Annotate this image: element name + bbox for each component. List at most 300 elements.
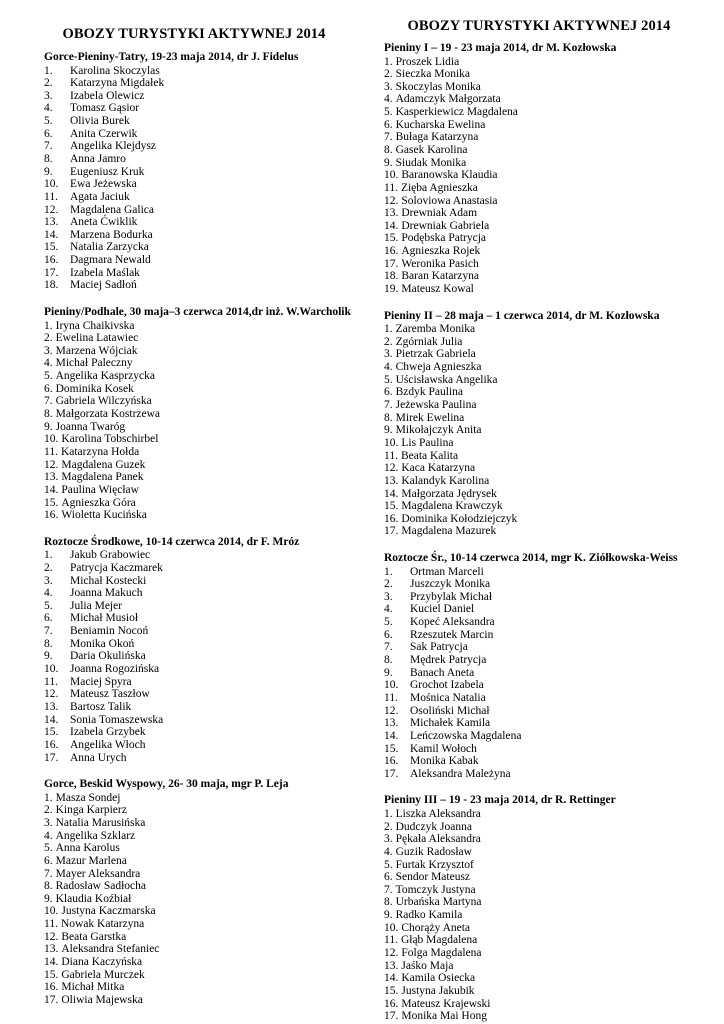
participant-name: Baranowska Klaudia [401, 169, 498, 182]
participant-name: Mazur Marlena [55, 854, 127, 867]
entry-number: 12. [384, 194, 399, 207]
participant-name: Banach Aneta [410, 666, 475, 679]
participant-name: Aleksandra Stefaniec [61, 943, 160, 956]
participant-name: Uścisławska Angelika [395, 373, 498, 386]
participant-entry [384, 998, 704, 1011]
entry-number: 16. [384, 997, 399, 1010]
participant-entry [44, 421, 364, 434]
entry-number: 7. [384, 641, 393, 654]
participant-entry [384, 922, 704, 935]
participant-name: Kamila Osiecka [401, 972, 476, 985]
entry-number: 5. [384, 858, 393, 871]
participant-name: Patrycja Kaczmarek [70, 561, 163, 574]
participant-entry [44, 166, 364, 179]
participant-name: Chorąży Aneta [401, 921, 471, 934]
participant-entry [384, 424, 704, 437]
participant-entry [44, 956, 364, 969]
entry-number: 14. [44, 713, 59, 726]
entry-number: 6. [44, 612, 53, 625]
entry-number: 12. [384, 462, 399, 475]
entry-number: 4. [384, 603, 393, 616]
participant-entry [44, 981, 364, 994]
camp-section [44, 536, 364, 764]
participant-name: Urbańska Martyna [395, 896, 482, 909]
participant-entry [44, 446, 364, 459]
participant-entry [384, 591, 704, 604]
participant-name: Natalia Zarzycka [70, 241, 149, 254]
entry-number: 3. [44, 574, 53, 587]
entry-number: 10. [384, 169, 399, 182]
section-spacer [44, 522, 364, 536]
participant-entry [44, 254, 364, 267]
entry-number: 17. [44, 751, 59, 764]
participant-name: Julia Mejer [70, 599, 123, 612]
entry-number: 5. [44, 370, 53, 383]
participant-entry [44, 128, 364, 141]
participant-entry [44, 433, 364, 446]
participant-entry [44, 943, 364, 956]
entry-number: 7. [44, 395, 53, 408]
participant-name: Jaśko Maja [401, 959, 454, 972]
participant-entry [384, 717, 704, 730]
participant-name: Joanna Twaróg [55, 420, 126, 433]
entry-number: 9. [44, 650, 53, 663]
participant-entry [44, 229, 364, 242]
participant-name: Kaca Katarzyna [401, 462, 476, 475]
participant-name: Magdalena Krawczyk [401, 500, 503, 513]
participant-list [384, 323, 704, 538]
participant-entry [384, 93, 704, 106]
participant-entry [44, 612, 364, 625]
participant-name: Paulina Więcław [61, 483, 139, 496]
participant-entry [384, 500, 704, 513]
participant-name: Małgorzata Kostrzewa [55, 408, 161, 421]
entry-number: 1. [44, 549, 53, 562]
entry-number: 17. [384, 257, 399, 270]
participant-name: Beata Garstka [61, 930, 127, 943]
section-spacer [384, 538, 704, 552]
participant-entry [44, 115, 364, 128]
entry-number: 7. [44, 140, 53, 153]
entry-number: 1. [44, 791, 53, 804]
participant-name: Izabela Maślak [70, 266, 140, 279]
participant-entry [384, 692, 704, 705]
participant-entry [44, 65, 364, 78]
entry-number: 13. [384, 717, 399, 730]
participant-name: Monika Okoń [70, 637, 135, 650]
entry-number: 6. [44, 854, 53, 867]
participant-entry [384, 730, 704, 743]
camp-section [44, 51, 364, 292]
participant-entry [384, 985, 704, 998]
participant-name: Gasek Karolina [395, 143, 468, 156]
participant-entry [384, 616, 704, 629]
entry-number: 10. [44, 905, 59, 918]
participant-name: Soloviowa Anastasia [401, 194, 498, 207]
participant-name: Maciej Spyra [70, 675, 132, 688]
participant-entry [44, 395, 364, 408]
entry-number: 6. [384, 628, 393, 641]
participant-name: Anna Urych [70, 751, 127, 764]
participant-name: Zgórniak Julia [395, 335, 463, 348]
participant-name: Pietrzak Gabriela [395, 348, 476, 361]
entry-number: 9. [384, 666, 393, 679]
participant-name: Olivia Burek [70, 115, 130, 128]
participant-name: Drewniak Gabriela [401, 219, 490, 232]
page-title: OBOZY TURYSTYKI AKTYWNEJ 2014 [407, 18, 671, 34]
participant-name: Kamil Wołoch [410, 742, 477, 755]
entry-number: 13. [384, 959, 399, 972]
participant-entry [384, 846, 704, 859]
participant-name: Monika Kabak [410, 755, 479, 768]
participant-name: Oliwia Majewska [61, 993, 143, 1006]
entry-number: 13. [384, 207, 399, 220]
participant-entry [44, 191, 364, 204]
participant-entry [384, 232, 704, 245]
camp-section [44, 306, 364, 522]
entry-number: 3. [384, 833, 393, 846]
participant-name: Izabela Olewicz [70, 89, 145, 102]
section-list [44, 51, 364, 1007]
participant-entry [44, 830, 364, 843]
participant-name: Bułaga Katarzyna [395, 131, 479, 144]
participant-entry [384, 462, 704, 475]
participant-name: Sieczka Monika [395, 68, 471, 81]
entry-number: 6. [44, 382, 53, 395]
participant-entry [44, 102, 364, 115]
entry-number: 5. [44, 115, 53, 128]
participant-entry [384, 578, 704, 591]
entry-number: 18. [44, 279, 59, 292]
participant-name: Magdalena Galica [70, 203, 154, 216]
participant-name: Kucharska Ewelina [395, 118, 486, 131]
entry-number: 16. [44, 981, 59, 994]
entry-number: 6. [384, 871, 393, 884]
entry-number: 17. [384, 525, 399, 538]
participant-name: Weronika Pasich [401, 257, 479, 270]
participant-name: Rzeszutek Marcin [410, 628, 494, 641]
section-heading: Pieniny/Podhale, 30 maja–3 czerwca 2014,dr inż. W.Warcholik [44, 306, 351, 319]
participant-name: Izabela Grzybek [70, 726, 146, 739]
participant-entry [44, 140, 364, 153]
entry-number: 15. [384, 984, 399, 997]
participant-entry [44, 562, 364, 575]
participant-name: Michałek Kamila [410, 717, 491, 730]
participant-entry [384, 56, 704, 69]
entry-number: 4. [44, 102, 53, 115]
participant-name: Chweja Agnieszka [395, 361, 482, 374]
participant-entry [384, 705, 704, 718]
participant-name: Magdalena Guzek [61, 458, 146, 471]
participant-name: Bartosz Talik [70, 700, 132, 713]
participant-entry [44, 279, 364, 292]
entry-number: 5. [384, 616, 393, 629]
entry-number: 2. [44, 332, 53, 345]
entry-number: 16. [44, 254, 59, 267]
entry-number: 17. [44, 993, 59, 1006]
participant-entry [44, 893, 364, 906]
participant-entry [384, 283, 704, 296]
participant-name: Kopeć Aleksandra [410, 616, 495, 629]
participant-name: Radosław Sadłocha [55, 880, 147, 893]
entry-number: 10. [44, 433, 59, 446]
entry-number: 9. [44, 420, 53, 433]
participant-entry [44, 688, 364, 701]
entry-number: 15. [44, 241, 59, 254]
participant-name: Zięba Agnieszka [400, 181, 478, 194]
participant-name: Marzena Bodurka [70, 228, 153, 241]
participant-name: Karolina Skoczylas [70, 64, 160, 77]
participant-name: Mędrek Patrycja [410, 654, 487, 667]
participant-entry [384, 654, 704, 667]
participant-entry [44, 650, 364, 663]
participant-entry [384, 743, 704, 756]
participant-name: Daria Okulińska [70, 650, 146, 663]
entry-number: 4. [384, 845, 393, 858]
participant-entry [44, 216, 364, 229]
participant-entry [384, 68, 704, 81]
participant-entry [384, 934, 704, 947]
participant-name: Wioletta Kucińska [61, 509, 147, 522]
participant-name: Jakub Grabowiec [70, 549, 151, 562]
participant-name: Agnieszka Góra [61, 496, 136, 509]
participant-entry [44, 332, 364, 345]
entry-number: 5. [44, 842, 53, 855]
participant-entry [44, 370, 364, 383]
entry-number: 8. [384, 411, 393, 424]
camp-section [384, 310, 704, 538]
participant-entry [384, 450, 704, 463]
entry-number: 4. [44, 587, 53, 600]
entry-number: 16. [44, 509, 59, 522]
participant-name: Marzena Wójciak [55, 344, 138, 357]
entry-number: 2. [384, 578, 393, 591]
entry-number: 17. [384, 767, 399, 780]
entry-number: 5. [384, 106, 393, 119]
entry-number: 11. [44, 918, 58, 931]
participant-name: Juszczyk Monika [410, 578, 491, 591]
participant-entry [44, 994, 364, 1007]
entry-number: 6. [384, 118, 393, 131]
participant-entry [384, 144, 704, 157]
participant-entry [44, 178, 364, 191]
participant-entry [384, 525, 704, 538]
participant-entry [384, 821, 704, 834]
entry-number: 16. [384, 755, 399, 768]
participant-name: Mateusz Kowal [401, 283, 474, 296]
section-heading: Roztocze Środkowe, 10-14 czerwca 2014, dr F. Mróz [44, 535, 300, 548]
section-spacer [384, 296, 704, 310]
participant-name: Mirek Ewelina [395, 411, 465, 424]
entry-number: 18. [384, 270, 399, 283]
entry-number: 10. [384, 921, 399, 934]
participant-entry [44, 600, 364, 613]
participant-name: Siudak Monika [395, 156, 467, 169]
participant-name: Agata Jaciuk [70, 190, 130, 203]
participant-entry [44, 855, 364, 868]
entry-number: 15. [384, 232, 399, 245]
camp-section [384, 552, 704, 780]
participant-entry [44, 817, 364, 830]
participant-name: Gabriela Wilczyńska [55, 395, 152, 408]
participant-entry [384, 768, 704, 781]
participant-entry [384, 566, 704, 579]
participant-list [384, 56, 704, 296]
participant-entry [384, 119, 704, 132]
participant-name: Natalia Marusińska [55, 816, 146, 829]
participant-entry [384, 437, 704, 450]
participant-name: Katarzyna Migdałek [70, 77, 165, 90]
participant-name: Kalandyk Karolina [401, 474, 490, 487]
participant-entry [44, 969, 364, 982]
participant-name: Anita Czerwik [70, 127, 138, 140]
participant-name: Sonia Tomaszewska [70, 713, 164, 726]
participant-name: Leńczowska Magdalena [410, 729, 522, 742]
participant-name: Folga Magdalena [401, 947, 482, 959]
left-column [44, 26, 364, 1007]
entry-number: 17. [384, 1010, 399, 1023]
participant-name: Justyna Kaczmarska [61, 905, 156, 918]
participant-name: Tomczyk Justyna [395, 883, 476, 896]
entry-number: 12. [44, 688, 59, 701]
entry-number: 15. [384, 500, 399, 513]
participant-name: Lis Paulina [401, 436, 454, 449]
section-heading: Pieniny III – 19 - 23 maja 2014, dr R. Rettinger [384, 794, 616, 807]
participant-name: Gabriela Murczek [61, 968, 145, 981]
entry-number: 8. [384, 654, 393, 667]
participant-name: Aleksandra Mależyna [410, 767, 511, 780]
section-heading: Gorce-Pieniny-Tatry, 19-23 maja 2014, dr J. Fidelus [44, 51, 299, 63]
participant-name: Iryna Chaikivska [55, 319, 135, 332]
participant-entry [44, 484, 364, 497]
participant-entry [384, 361, 704, 374]
entry-number: 7. [384, 399, 393, 412]
participant-entry [44, 471, 364, 484]
entry-number: 7. [44, 625, 53, 638]
entry-number: 15. [384, 742, 399, 755]
participant-name: Mateusz Taszłow [70, 688, 150, 701]
participant-name: Michał Mitka [61, 981, 125, 994]
participant-name: Angelika Kasprzycka [55, 370, 155, 383]
participant-name: Sak Patrycja [410, 641, 468, 654]
participant-entry [384, 909, 704, 922]
camp-section [384, 794, 704, 1022]
participant-name: Katarzyna Hołda [60, 445, 140, 458]
participant-name: Anna Karolus [55, 842, 120, 855]
participant-name: Głąb Magdalena [400, 934, 478, 947]
entry-number: 1. [384, 323, 393, 336]
participant-entry [384, 475, 704, 488]
participant-name: Kuciel Daniel [410, 603, 475, 616]
section-heading: Pieniny I – 19 - 23 maja 2014, dr M. Kozłowska [384, 42, 617, 54]
participant-name: Beniamin Nocoń [70, 625, 149, 638]
participant-name: Angelika Klejdysz [70, 140, 156, 153]
participant-entry [44, 638, 364, 651]
participant-entry [384, 412, 704, 425]
participant-list [44, 320, 364, 522]
participant-entry [384, 348, 704, 361]
participant-name: Anna Jamro [70, 152, 126, 165]
participant-name: Beata Kalita [400, 449, 459, 462]
participant-list [384, 808, 704, 1023]
participant-name: Michał Musioł [70, 612, 139, 625]
participant-entry [384, 169, 704, 182]
participant-entry [384, 755, 704, 768]
entry-number: 11. [44, 675, 58, 688]
participant-name: Ortman Marceli [410, 565, 484, 578]
entry-number: 11. [44, 190, 58, 203]
participant-entry [44, 868, 364, 881]
participant-entry [44, 625, 364, 638]
participant-name: Joanna Rogozińska [70, 663, 160, 676]
participant-name: Aneta Ćwiklik [70, 216, 138, 229]
section-spacer [384, 780, 704, 794]
participant-name: Tomasz Gąsior [70, 102, 140, 115]
entry-number: 12. [44, 458, 59, 471]
participant-name: Maciej Sadłoń [70, 279, 137, 292]
participant-list [44, 792, 364, 1007]
entry-number: 8. [384, 896, 393, 909]
entry-number: 2. [384, 820, 393, 833]
entry-number: 12. [384, 704, 399, 717]
participant-name: Joanna Makuch [70, 587, 143, 600]
participant-entry [384, 220, 704, 233]
entry-number: 7. [384, 131, 393, 144]
entry-number: 11. [384, 934, 398, 947]
participant-name: Dominika Kołodziejczyk [401, 512, 518, 525]
entry-number: 10. [384, 436, 399, 449]
entry-number: 3. [44, 816, 53, 829]
entry-number: 9. [384, 424, 393, 437]
entry-number: 1. [384, 565, 393, 578]
entry-number: 7. [44, 867, 53, 880]
entry-number: 8. [384, 143, 393, 156]
participant-list [384, 566, 704, 781]
participant-name: Kasperkiewicz Magdalena [395, 106, 518, 119]
entry-number: 3. [384, 590, 393, 603]
participant-name: Dudczyk Joanna [395, 820, 472, 833]
participant-name: Radko Kamila [395, 909, 463, 922]
participant-entry [44, 408, 364, 421]
entry-number: 10. [384, 679, 399, 692]
entry-number: 19. [384, 283, 399, 296]
entry-number: 14. [44, 228, 59, 241]
participant-entry [384, 603, 704, 616]
participant-entry [44, 153, 364, 166]
participant-entry [44, 204, 364, 217]
participant-entry [44, 918, 364, 931]
entry-number: 14. [44, 483, 59, 496]
participant-entry [384, 833, 704, 846]
section-heading: Roztocze Śr., 10-14 czerwca 2014, mgr K. Ziółkowska-Weiss [384, 552, 678, 565]
entry-number: 2. [44, 804, 53, 817]
participant-name: Ewelina Latawiec [55, 332, 139, 345]
participant-entry [384, 679, 704, 692]
entry-number: 13. [44, 471, 59, 484]
participant-name: Masza Sondej [55, 791, 121, 804]
participant-name: Agnieszka Rojek [401, 245, 481, 258]
participant-name: Eugeniusz Kruk [70, 165, 145, 178]
participant-entry [44, 726, 364, 739]
participant-entry [44, 663, 364, 676]
entry-number: 9. [384, 909, 393, 922]
participant-name: Justyna Jakubik [401, 984, 475, 997]
participant-entry [44, 575, 364, 588]
entry-number: 6. [44, 127, 53, 140]
participant-name: Grochot Izabela [410, 679, 484, 692]
participant-entry [44, 880, 364, 893]
section-heading: Pieniny II – 28 maja – 1 czerwca 2014, dr M. Kozłowska [384, 309, 660, 322]
